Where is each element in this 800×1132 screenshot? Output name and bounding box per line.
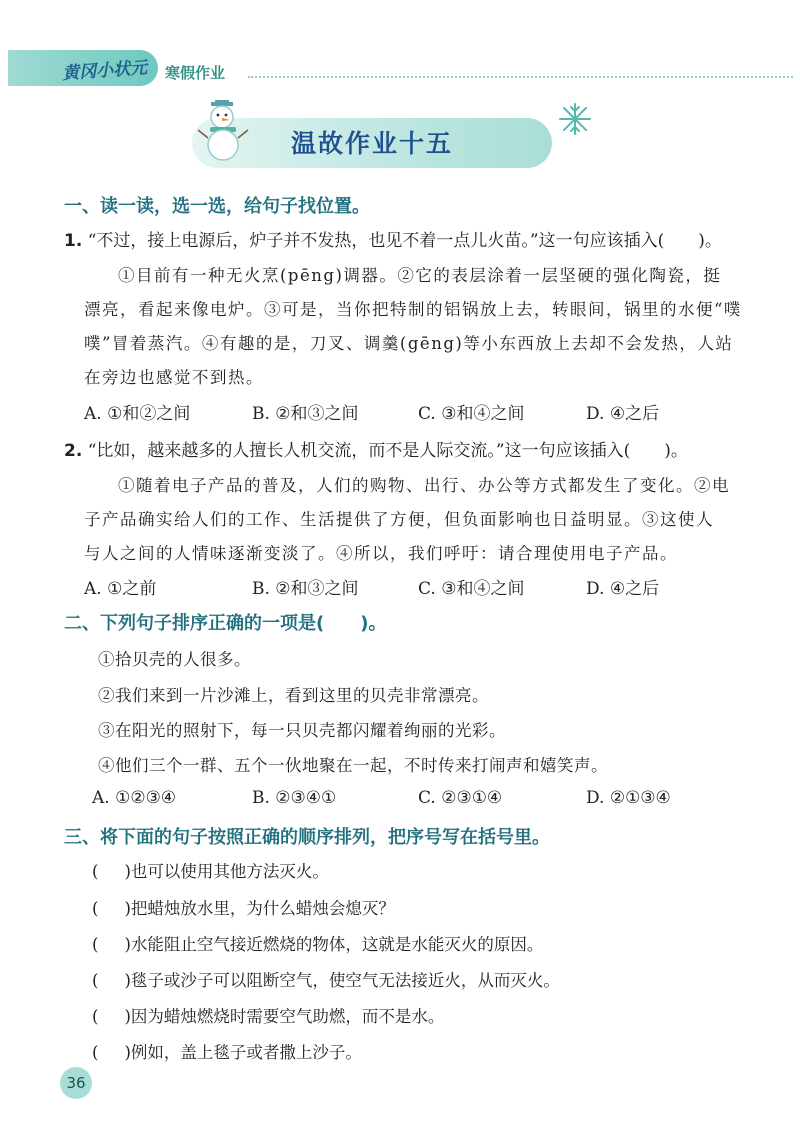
option-a: A. ①之前 [84,579,157,599]
question-2 [64,436,688,461]
question-stem: “不过，接上电源后，炉子并不发热，也见不着一点儿火苗。”这一句应该插入( )。 [87,231,722,251]
header-subtitle: 寒假作业 [165,64,226,82]
option-a: A. ①和②之间 [84,404,191,424]
option-a: A. ①②③④ [92,788,177,808]
ordering-item: ( )毯子或沙子可以阻断空气，使空气无法接近火，从而灭火。 [92,971,560,990]
sentence-2: ②我们来到一片沙滩上，看到这里的贝壳非常漂亮。 [98,686,489,705]
item-text: 也可以使用其他方法灭火。 [130,862,329,881]
ordering-item: ( )水能阻止空气接近燃烧的物体，这就是水能灭火的原因。 [92,935,544,954]
header-divider [248,76,793,78]
section2-heading: 二、下列句子排序正确的一项是( )。 [64,613,387,634]
brand-logo: 黄冈小状元 [61,58,148,84]
sentence-1: ①拾贝壳的人很多。 [98,650,251,669]
passage-line: 漂亮，看起来像电炉。③可是，当你把特制的铝锅放上去，转眼间，锅里的水便“噗 [84,300,742,319]
passage-line: ①目前有一种无火烹(pēng)调器。②它的表层涂着一层坚硬的强化陶瓷，挺 [118,266,722,285]
page-title: 温故作业十五 [290,129,453,158]
option-d: D. ④之后 [586,404,660,424]
ordering-item: ( )把蜡烛放水里，为什么蜡烛会熄灭？ [92,899,395,918]
snowflake-icon [558,102,592,136]
ordering-item: ( )因为蜡烛燃烧时需要空气助燃，而不是水。 [92,1007,445,1026]
option-c: C. ③和④之间 [418,579,525,599]
ordering-item: ( )也可以使用其他方法灭火。 [92,862,329,881]
option-c: C. ②③①④ [418,788,503,808]
sentence-3: ③在阳光的照射下，每一只贝壳都闪耀着绚丽的光彩。 [98,721,506,740]
passage-line: 与人之间的人情味逐渐变淡了。④所以，我们呼吁：请合理使用电子产品。 [84,544,678,563]
passage-line: 噗”冒着蒸汽。④有趣的是，刀叉、调羹(gēng)等小东西放上去却不会发热，人站 [84,334,734,353]
option-d: D. ②①③④ [586,788,671,808]
passage-line: 子产品确实给人们的工作、生活提供了方便，但负面影响也日益明显。③这使人 [84,510,714,529]
question-number: 1. [64,231,83,251]
item-text: 因为蜡烛燃烧时需要空气助燃，而不是水。 [130,1007,445,1026]
question-stem: “比如，越来越多的人擅长人机交流，而不是人际交流。”这一句应该插入( )。 [87,441,688,461]
passage-line: ①随着电子产品的普及，人们的购物、出行、办公等方式都发生了变化。②电 [118,476,730,495]
item-text: 例如，盖上毯子或者撒上沙子。 [130,1043,362,1062]
option-b: B. ②和③之间 [252,579,359,599]
question-1 [64,226,722,251]
section3-heading: 三、将下面的句子按照正确的顺序排列，把序号写在括号里。 [64,827,550,848]
ordering-item: ( )例如，盖上毯子或者撒上沙子。 [92,1043,362,1062]
item-text: 把蜡烛放水里，为什么蜡烛会熄灭？ [130,899,395,918]
item-text: 毯子或沙子可以阻断空气，使空气无法接近火，从而灭火。 [130,971,560,990]
option-b: B. ②和③之间 [252,404,359,424]
page-number: 36 [60,1067,92,1099]
question-number: 2. [64,441,83,461]
option-c: C. ③和④之间 [418,404,525,424]
option-b: B. ②③④① [252,788,337,808]
passage-line: 在旁边也感觉不到热。 [84,368,264,387]
sentence-4: ④他们三个一群、五个一伙地聚在一起，不时传来打闹声和嬉笑声。 [98,756,608,775]
item-text: 水能阻止空气接近燃烧的物体，这就是水能灭火的原因。 [130,935,544,954]
section1-heading: 一、读一读，选一选，给句子找位置。 [64,196,370,217]
option-d: D. ④之后 [586,579,660,599]
